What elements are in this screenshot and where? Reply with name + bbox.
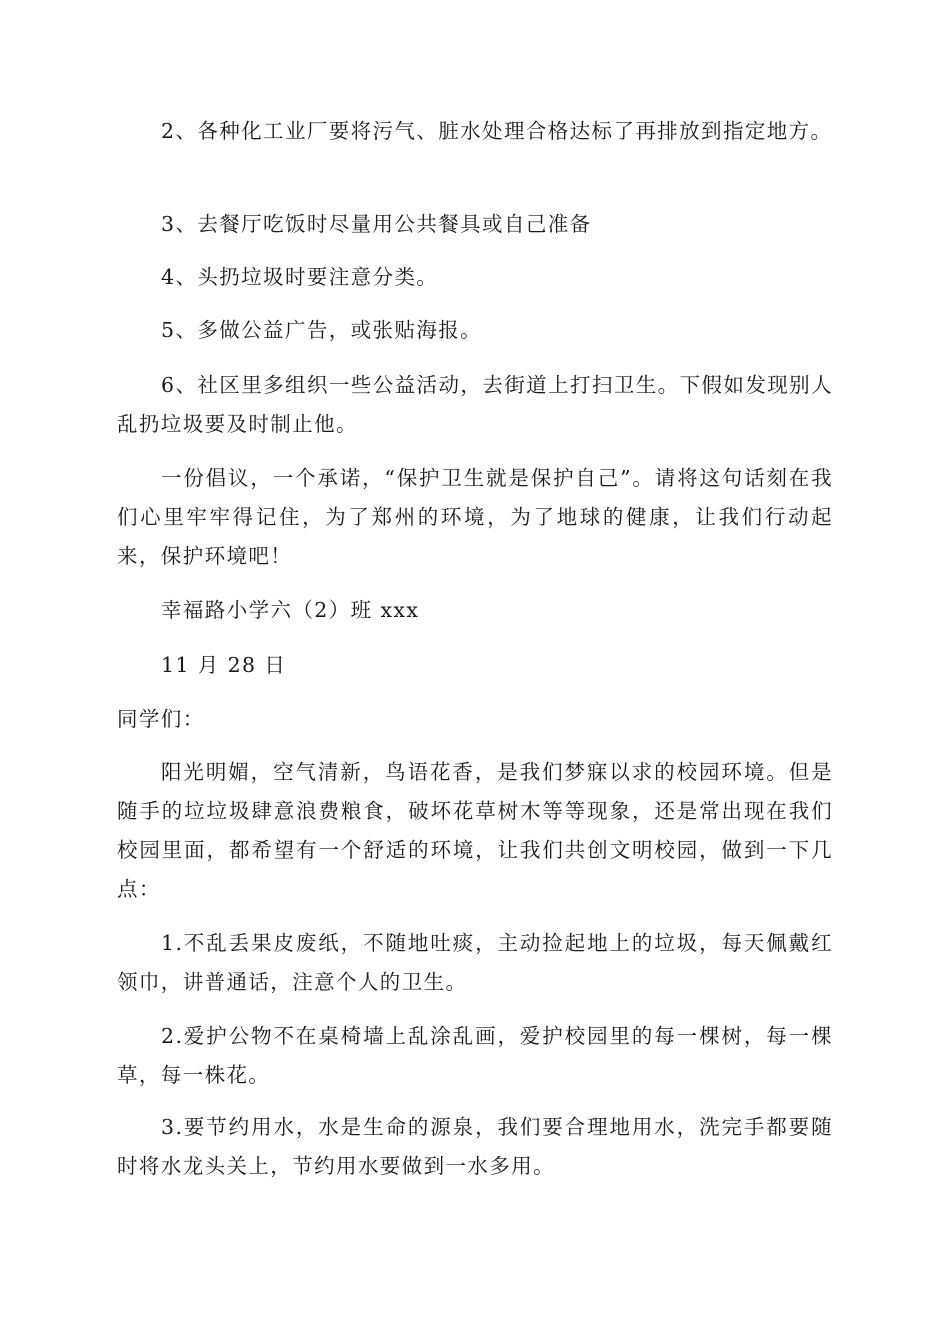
paragraph-item-3: 3、去餐厅吃饭时尽量用公共餐具或自己准备 [161,212,592,236]
paragraph-item-2: 2、各种化工业厂要将污气、脏水处理合格达标了再排放到指定地方。 [161,119,833,143]
intro-paragraph: 阳光明媚，空气清新，鸟语花香，是我们梦寐以求的校园环境。但是随手的垃垃圾肆意浪费粮食，破坏花草树木等等现象，还是常出现在我们校园里面，都希望有一个舒适的环境，让我们共创文明校园，做到一下几点： [117,760,833,901]
closing-paragraph: 一份倡议，一个承诺，“保护卫生就是保护自己”。请将这句话刻在我们心里牢牢得记住，为了郑州的环境，为了地球的健康，让我们行动起来，保护环境吧！ [117,466,833,568]
paragraph-item-4: 4、头扔垃圾时要注意分类。 [161,265,439,289]
paragraph-item-6: 6、社区里多组织一些公益活动，去街道上打扫卫生。下假如发现别人乱扔垃圾要及时制止他。 [117,373,833,436]
signature-class: 幸福路小学六（2）班 xxx [161,598,420,622]
paragraph-item-5: 5、多做公益广告，或张贴海报。 [161,318,483,342]
rule-item-3: 3.要节约用水，水是生命的源泉，我们要合理地用水，洗完手都要随时将水龙头关上，节约用水要做到一水多用。 [117,1115,833,1178]
salutation: 同学们： [117,707,205,731]
rule-item-1: 1.不乱丢果皮废纸，不随地吐痰，主动捡起地上的垃圾，每天佩戴红领巾，讲普通话，注意个人的卫生。 [117,931,833,994]
rule-item-2: 2.爱护公物不在桌椅墙上乱涂乱画，爱护校园里的每一棵树，每一棵草，每一株花。 [117,1024,833,1087]
signature-date: 11 月 28 日 [161,653,287,677]
